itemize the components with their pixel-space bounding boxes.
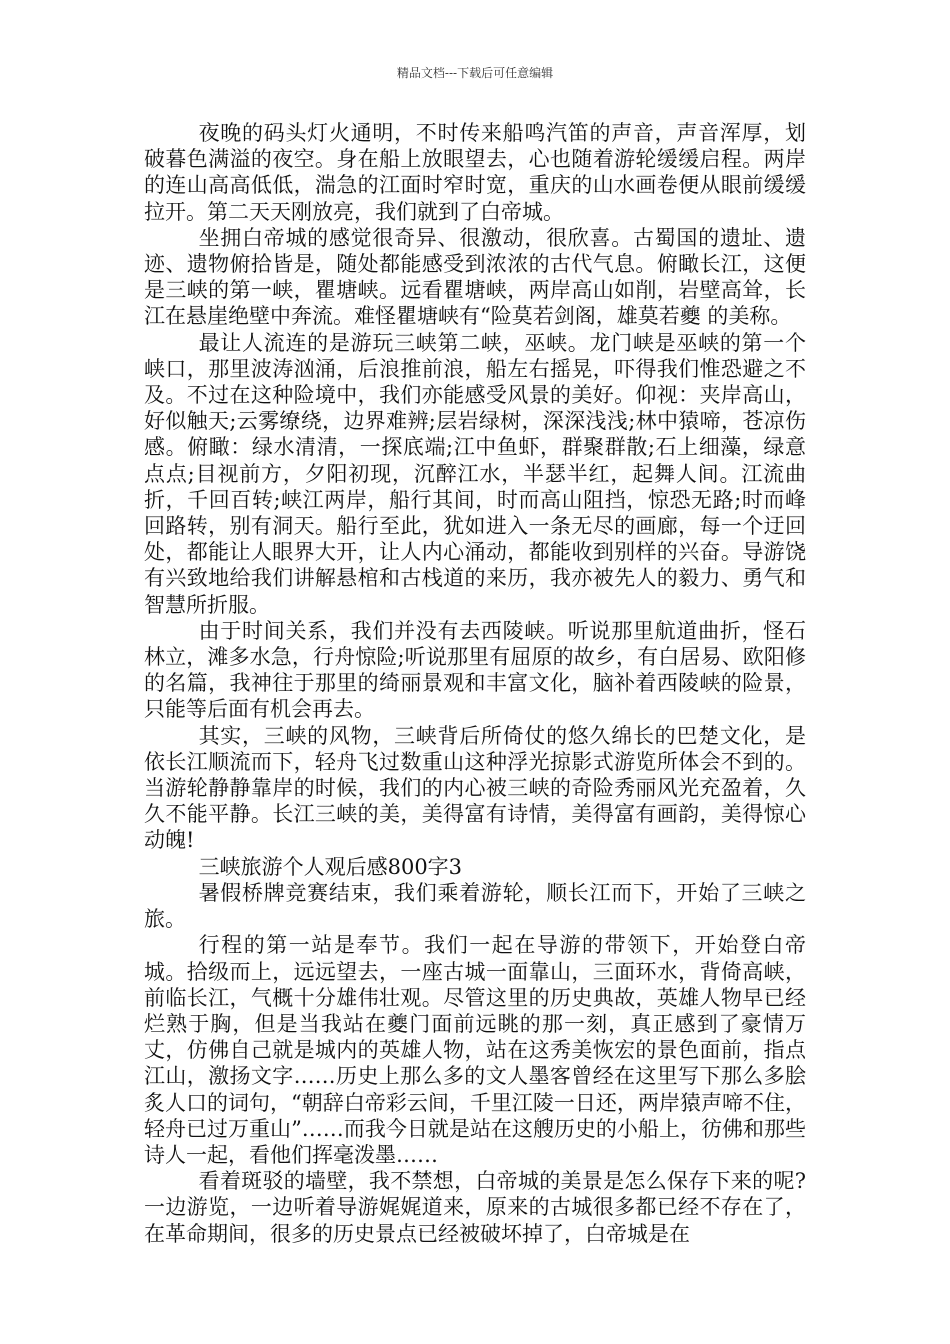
paragraph: 看着斑驳的墙壁，我不禁想，白帝城的美景是怎么保存下来的呢?一边游览，一边听着导游娓娓道来，原来的古城很多都已经不存在了，在革命期间，很多的历史景点已经被破坏掉了，白帝城是在 <box>144 1169 806 1246</box>
paragraph: 最让人流连的是游玩三峡第二峡，巫峡。龙门峡是巫峡的第一个峡口，那里波涛汹涌，后浪推前浪，船左右摇晃，吓得我们惟恐避之不及。不过在这种险境中，我们亦能感受风景的美好。仰视：夹岸高山，好似触天;云雾缭绕，边界难辨;层岩绿树，深深浅浅;林中猿啼，苍凉伤感。俯瞰：绿水清清，一探底端;江中鱼虾，群聚群散;石上细藻，绿意点点;目视前方，夕阳初现，沉醉江水，半瑟半红，起舞人间。江流曲折，千回百转;峡江两岸，船行其间，时而高山阻挡，惊恐无路;时而峰回路转，别有洞天。船行至此，犹如进入一条无尽的画廊，每一个迂回处，都能让人眼界大开，让人内心涌动，都能收到别样的兴奋。导游饶有兴致地给我们讲解悬棺和古栈道的来历，我亦被先人的毅力、勇气和智慧所折服。 <box>144 330 806 617</box>
paragraph: 其实，三峡的风物，三峡背后所倚仗的悠久绵长的巴楚文化，是依长江顺流而下，轻舟飞过数重山这种浮光掠影式游览所体会不到的。当游轮静静靠岸的时候，我们的内心被三峡的奇险秀丽风光充盈着，久久不能平静。长江三峡的美，美得富有诗情，美得富有画韵，美得惊心动魄! <box>144 723 806 853</box>
section-heading: 三峡旅游个人观后感800字3 <box>198 854 463 879</box>
paragraph: 行程的第一站是奉节。我们一起在导游的带领下，开始登白帝城。拾级而上，远远望去，一座古城一面靠山，三面环水，背倚高峡，前临长江，气概十分雄伟壮观。尽管这里的历史典故，英雄人物早已经烂熟于胸，但是当我站在夔门面前远眺的那一刻，真正感到了豪情万丈，仿佛自己就是城内的英雄人物，站在这秀美恢宏的景色面前，指点江山，激扬文字……历史上那么多的文人墨客曾经在这里写下那么多脍炙人口的词句，“朝辞白帝彩云间，千里江陵一日还，两岸猿声啼不住，轻舟已过万重山”……而我今日就是站在这艘历史的小船上，彷佛和那些诗人一起，看他们挥毫泼墨…… <box>144 933 806 1167</box>
paragraph: 暑假桥牌竞赛结束，我们乘着游轮，顺长江而下，开始了三峡之旅。 <box>144 880 806 932</box>
paragraph: 夜晚的码头灯火通明，不时传来船鸣汽笛的声音，声音浑厚，划破暮色满溢的夜空。身在船上放眼望去，心也随着游轮缓缓启程。两岸的连山高高低低，湍急的江面时窄时宽，重庆的山水画卷便从眼前缓缓拉开。第二天天刚放亮，我们就到了白帝城。 <box>144 121 806 224</box>
paragraph: 由于时间关系，我们并没有去西陵峡。听说那里航道曲折，怪石林立，滩多水急，行舟惊险;听说那里有屈原的故乡，有白居易、欧阳修的名篇，我神往于那里的绮丽景观和丰富文化，脑补着西陵峡的险景，只能等后面有机会再去。 <box>144 618 806 722</box>
document-body <box>144 120 806 1247</box>
paragraph: 坐拥白帝城的感觉很奇异、很激动，很欣喜。古蜀国的遗址、遗迹、遗物俯拾皆是，随处都能感受到浓浓的古代气息。俯瞰长江，这便是三峡的第一峡，瞿塘峡。远看瞿塘峡，两岸高山如削，岩壁高耸，长江在悬崖绝壁中奔流。难怪瞿塘峡有“险莫若剑阁，雄莫若夔 的美称。 <box>144 225 806 329</box>
page-header: 精品文档---下载后可任意编辑 <box>396 66 554 80</box>
